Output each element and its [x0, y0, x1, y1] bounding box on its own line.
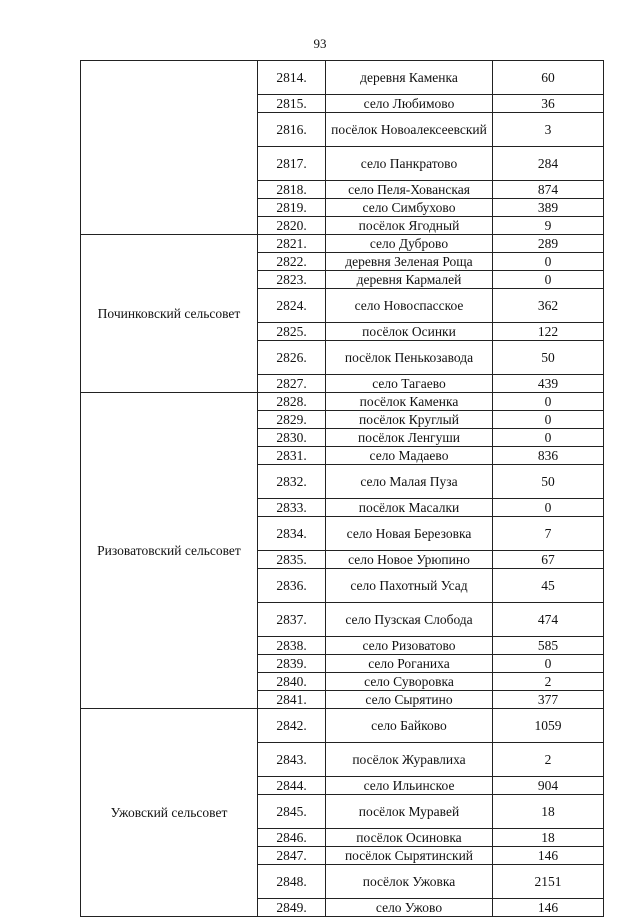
row-number: 2846. — [258, 829, 326, 847]
settlement-name: посёлок Круглый — [326, 411, 493, 429]
population: 389 — [493, 199, 604, 217]
population: 18 — [493, 795, 604, 829]
settlement-name: село Роганиха — [326, 655, 493, 673]
population: 2151 — [493, 865, 604, 899]
settlement-name: село Новое Урюпино — [326, 551, 493, 569]
settlement-name: село Симбухово — [326, 199, 493, 217]
settlement-name: посёлок Сырятинский — [326, 847, 493, 865]
population: 874 — [493, 181, 604, 199]
population: 474 — [493, 603, 604, 637]
settlements-table-body — [81, 61, 604, 917]
population: 0 — [493, 411, 604, 429]
population: 3 — [493, 113, 604, 147]
row-number: 2824. — [258, 289, 326, 323]
row-number: 2830. — [258, 429, 326, 447]
population: 585 — [493, 637, 604, 655]
settlement-name: посёлок Муравей — [326, 795, 493, 829]
settlement-name: село Дуброво — [326, 235, 493, 253]
population: 0 — [493, 499, 604, 517]
row-number: 2831. — [258, 447, 326, 465]
row-number: 2842. — [258, 709, 326, 743]
settlement-name: село Пеля-Хованская — [326, 181, 493, 199]
row-number: 2825. — [258, 323, 326, 341]
row-number: 2821. — [258, 235, 326, 253]
settlement-name: посёлок Каменка — [326, 393, 493, 411]
settlement-name: посёлок Новоалексеевский — [326, 113, 493, 147]
settlement-name: село Тагаево — [326, 375, 493, 393]
settlement-name: посёлок Ужовка — [326, 865, 493, 899]
row-number: 2839. — [258, 655, 326, 673]
population: 362 — [493, 289, 604, 323]
council-name: Ризоватовский сельсовет — [81, 393, 258, 709]
settlement-name: деревня Кармалей — [326, 271, 493, 289]
settlement-name: село Новая Березовка — [326, 517, 493, 551]
row-number: 2849. — [258, 899, 326, 917]
population: 836 — [493, 447, 604, 465]
row-number: 2829. — [258, 411, 326, 429]
settlement-name: село Пузская Слобода — [326, 603, 493, 637]
population: 7 — [493, 517, 604, 551]
settlement-name: село Суворовка — [326, 673, 493, 691]
settlement-name: посёлок Ленгуши — [326, 429, 493, 447]
population: 50 — [493, 465, 604, 499]
council-name — [81, 61, 258, 235]
row-number: 2845. — [258, 795, 326, 829]
settlement-name: село Панкратово — [326, 147, 493, 181]
population: 60 — [493, 61, 604, 95]
population: 122 — [493, 323, 604, 341]
population: 45 — [493, 569, 604, 603]
population: 18 — [493, 829, 604, 847]
population: 0 — [493, 393, 604, 411]
row-number: 2820. — [258, 217, 326, 235]
population: 50 — [493, 341, 604, 375]
row-number: 2814. — [258, 61, 326, 95]
population: 0 — [493, 271, 604, 289]
settlement-name: село Пахотный Усад — [326, 569, 493, 603]
settlement-name: село Сырятино — [326, 691, 493, 709]
population: 284 — [493, 147, 604, 181]
population: 904 — [493, 777, 604, 795]
settlement-name: посёлок Осиновка — [326, 829, 493, 847]
row-number: 2817. — [258, 147, 326, 181]
row-number: 2826. — [258, 341, 326, 375]
population: 439 — [493, 375, 604, 393]
settlement-name: село Ужово — [326, 899, 493, 917]
row-number: 2836. — [258, 569, 326, 603]
table-row — [81, 393, 604, 411]
settlement-name: посёлок Масалки — [326, 499, 493, 517]
settlement-name: деревня Зеленая Роща — [326, 253, 493, 271]
population: 36 — [493, 95, 604, 113]
population: 289 — [493, 235, 604, 253]
row-number: 2834. — [258, 517, 326, 551]
council-name: Починковский сельсовет — [81, 235, 258, 393]
settlement-name: село Ильинское — [326, 777, 493, 795]
population: 67 — [493, 551, 604, 569]
row-number: 2827. — [258, 375, 326, 393]
population: 0 — [493, 253, 604, 271]
population: 0 — [493, 429, 604, 447]
row-number: 2848. — [258, 865, 326, 899]
row-number: 2837. — [258, 603, 326, 637]
row-number: 2816. — [258, 113, 326, 147]
settlement-name: посёлок Осинки — [326, 323, 493, 341]
row-number: 2818. — [258, 181, 326, 199]
settlement-name: село Малая Пуза — [326, 465, 493, 499]
settlements-table — [80, 60, 604, 917]
row-number: 2841. — [258, 691, 326, 709]
row-number: 2822. — [258, 253, 326, 271]
population: 9 — [493, 217, 604, 235]
population: 377 — [493, 691, 604, 709]
row-number: 2828. — [258, 393, 326, 411]
population: 0 — [493, 655, 604, 673]
row-number: 2815. — [258, 95, 326, 113]
row-number: 2819. — [258, 199, 326, 217]
settlement-name: посёлок Ягодный — [326, 217, 493, 235]
row-number: 2843. — [258, 743, 326, 777]
council-name: Ужовский сельсовет — [81, 709, 258, 917]
row-number: 2840. — [258, 673, 326, 691]
row-number: 2833. — [258, 499, 326, 517]
population: 1059 — [493, 709, 604, 743]
row-number: 2835. — [258, 551, 326, 569]
settlement-name: деревня Каменка — [326, 61, 493, 95]
population: 2 — [493, 743, 604, 777]
row-number: 2838. — [258, 637, 326, 655]
table-row — [81, 235, 604, 253]
row-number: 2823. — [258, 271, 326, 289]
page-number: 93 — [313, 36, 327, 51]
settlement-name: посёлок Журавлиха — [326, 743, 493, 777]
population: 146 — [493, 847, 604, 865]
settlement-name: село Ризоватово — [326, 637, 493, 655]
settlement-name: село Байково — [326, 709, 493, 743]
table-row — [81, 61, 604, 95]
settlement-name: село Любимово — [326, 95, 493, 113]
table-row — [81, 709, 604, 743]
row-number: 2844. — [258, 777, 326, 795]
row-number: 2847. — [258, 847, 326, 865]
settlement-name: село Мадаево — [326, 447, 493, 465]
settlement-name: село Новоспасское — [326, 289, 493, 323]
settlement-name: посёлок Пенькозавода — [326, 341, 493, 375]
population: 146 — [493, 899, 604, 917]
row-number: 2832. — [258, 465, 326, 499]
population: 2 — [493, 673, 604, 691]
